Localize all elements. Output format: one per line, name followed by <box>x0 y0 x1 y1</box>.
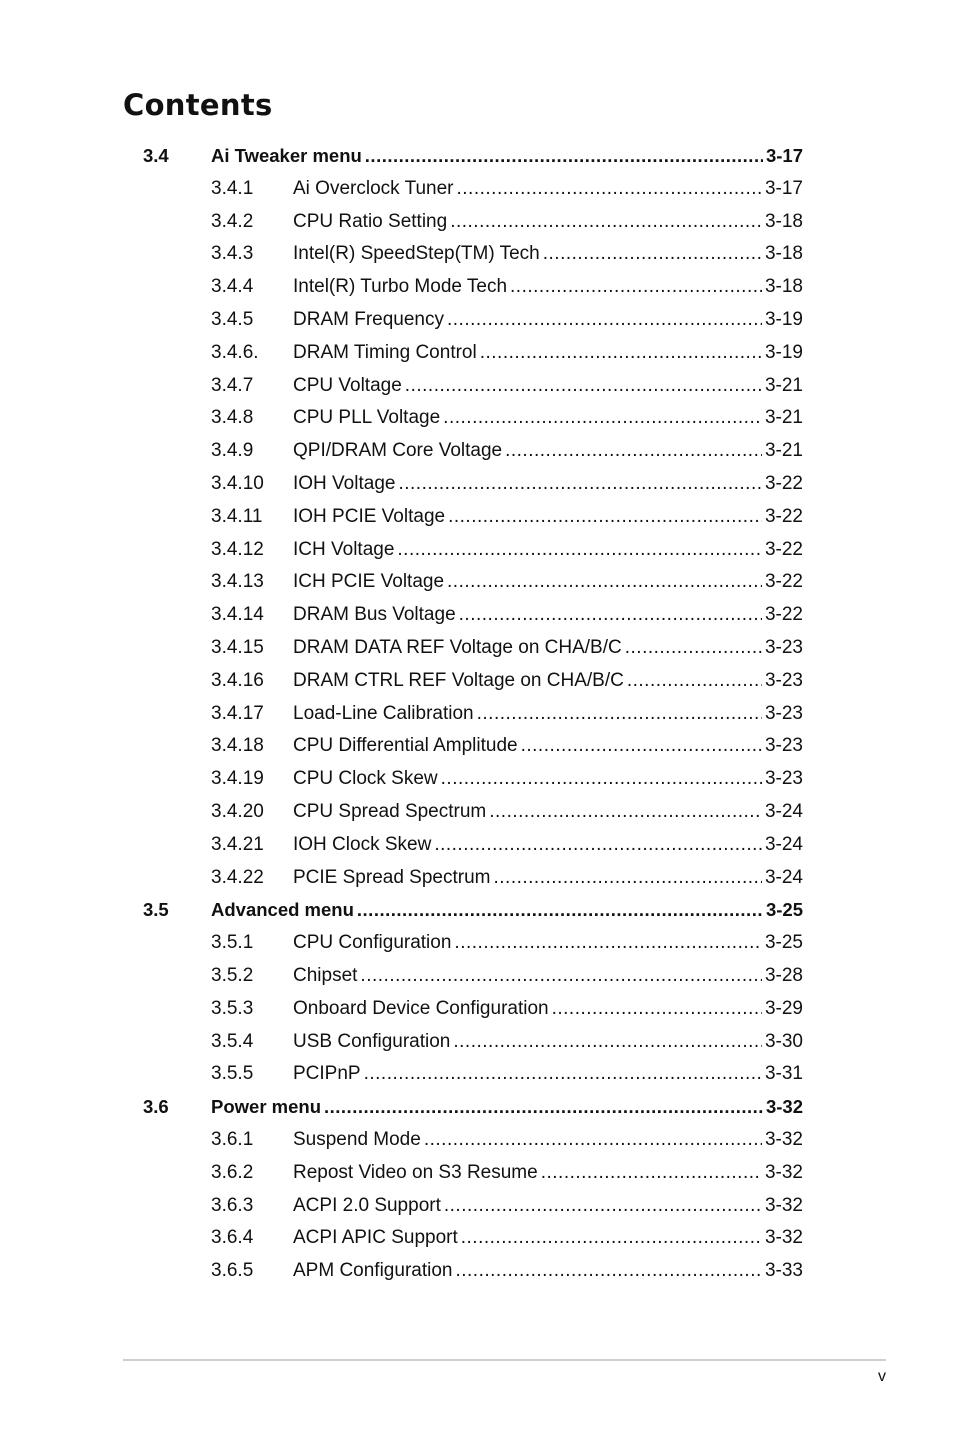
toc-entry-label: IOH Voltage <box>293 472 396 494</box>
toc-entry-page: 3-28 <box>764 964 803 986</box>
toc-entry[interactable] <box>0 632 954 665</box>
toc-entry[interactable] <box>0 862 954 895</box>
toc-entry[interactable] <box>0 1255 954 1288</box>
toc-entry-label: CPU PLL Voltage <box>293 407 441 429</box>
toc-entry-number: 3.4.3 <box>211 243 254 265</box>
toc-entry-body <box>211 1091 803 1124</box>
toc-entry-number: 3.5.3 <box>211 997 254 1019</box>
toc-entry-leader <box>424 1124 762 1157</box>
toc-entry-page: 3-32 <box>764 1227 803 1249</box>
toc-entry-leader <box>398 468 762 501</box>
toc-entry[interactable] <box>0 993 954 1026</box>
toc-entry-number: 3.6.3 <box>211 1194 254 1216</box>
toc-entry-body <box>293 468 803 501</box>
toc-entry-page: 3-30 <box>764 1030 803 1052</box>
toc-entry-leader <box>459 599 762 632</box>
toc-entry-body <box>293 1157 803 1190</box>
toc-entry-number: 3.4.2 <box>211 210 254 232</box>
toc-entry-page: 3-18 <box>764 243 803 265</box>
toc-entry[interactable] <box>0 271 954 304</box>
toc-entry-label: CPU Differential Amplitude <box>293 735 518 757</box>
toc-section-entry[interactable] <box>0 1091 954 1124</box>
toc-entry-page: 3-23 <box>764 669 803 691</box>
toc-entry-leader <box>434 829 762 862</box>
toc-entry-label: Load-Line Calibration <box>293 702 474 724</box>
toc-entry[interactable] <box>0 370 954 403</box>
toc-entry-page: 3-23 <box>764 735 803 757</box>
toc-entry-body <box>293 993 803 1026</box>
toc-entry-leader <box>477 698 762 731</box>
toc-entry-page: 3-32 <box>764 1128 803 1150</box>
toc-entry-leader <box>447 304 762 337</box>
toc-entry-page: 3-25 <box>765 899 803 921</box>
toc-entry-page: 3-18 <box>764 276 803 298</box>
toc-entry-label: Chipset <box>293 964 358 986</box>
toc-entry-leader <box>543 238 762 271</box>
toc-entry-leader <box>505 435 762 468</box>
table-of-contents <box>0 140 954 1288</box>
toc-entry-page: 3-29 <box>764 997 803 1019</box>
toc-entry-leader <box>541 1157 762 1190</box>
toc-section-entry[interactable] <box>0 140 954 173</box>
toc-entry-page: 3-19 <box>764 308 803 330</box>
toc-entry-page: 3-22 <box>764 538 803 560</box>
toc-entry-leader <box>510 271 762 304</box>
footer-rule <box>123 1359 886 1361</box>
toc-entry-leader <box>447 566 762 599</box>
toc-entry-body <box>293 304 803 337</box>
toc-entry-page: 3-32 <box>764 1161 803 1183</box>
toc-entry-label: Ai Tweaker menu <box>211 145 362 166</box>
toc-entry-label: CPU Ratio Setting <box>293 210 448 232</box>
toc-entry-page: 3-21 <box>764 374 803 396</box>
toc-entry-leader <box>443 402 762 435</box>
toc-entry-label: ACPI 2.0 Support <box>293 1194 441 1216</box>
toc-entry-leader <box>627 665 762 698</box>
toc-entry-body <box>293 1026 803 1059</box>
toc-entry-label: QPI/DRAM Core Voltage <box>293 440 503 462</box>
toc-entry-body <box>293 632 803 665</box>
toc-entry-leader <box>552 993 762 1026</box>
toc-entry-leader <box>324 1091 763 1124</box>
toc-entry-body <box>293 206 803 239</box>
toc-entry-body <box>293 1222 803 1255</box>
toc-entry-leader <box>457 173 762 206</box>
toc-entry-label: IOH Clock Skew <box>293 833 432 855</box>
toc-entry[interactable] <box>0 1222 954 1255</box>
toc-entry-label: CPU Spread Spectrum <box>293 800 487 822</box>
toc-entry-leader <box>461 1222 762 1255</box>
toc-entry-label: APM Configuration <box>293 1260 453 1282</box>
toc-entry-label: CPU Voltage <box>293 374 402 396</box>
toc-entry-number: 3.4.19 <box>211 768 264 790</box>
toc-entry-body <box>293 402 803 435</box>
toc-entry-page: 3-22 <box>764 571 803 593</box>
toc-entry-page: 3-23 <box>764 636 803 658</box>
toc-entry-label: DRAM CTRL REF Voltage on CHA/B/C <box>293 669 624 691</box>
toc-entry[interactable] <box>0 829 954 862</box>
toc-entry-label: IOH PCIE Voltage <box>293 505 446 527</box>
toc-entry-body <box>293 271 803 304</box>
toc-entry-body <box>293 730 803 763</box>
toc-entry-label: ICH PCIE Voltage <box>293 571 445 593</box>
toc-entry-body <box>293 665 803 698</box>
toc-entry-label: DRAM DATA REF Voltage on CHA/B/C <box>293 636 622 658</box>
toc-entry-page: 3-21 <box>764 440 803 462</box>
toc-entry-body <box>293 960 803 993</box>
toc-entry[interactable] <box>0 435 954 468</box>
toc-entry-label: Intel(R) Turbo Mode Tech <box>293 276 508 298</box>
toc-entry-label: DRAM Timing Control <box>293 341 477 363</box>
toc-entry-label: Intel(R) SpeedStep(TM) Tech <box>293 243 540 265</box>
toc-entry-body <box>293 173 803 206</box>
toc-entry-leader <box>453 1026 762 1059</box>
toc-entry-number: 3.4.9 <box>211 440 254 462</box>
toc-entry-page: 3-23 <box>764 768 803 790</box>
toc-entry-body <box>293 1190 803 1223</box>
toc-entry-number: 3.4.1 <box>211 177 254 199</box>
toc-entry-leader <box>450 206 762 239</box>
toc-entry[interactable] <box>0 173 954 206</box>
toc-entry-page: 3-21 <box>764 407 803 429</box>
toc-entry-page: 3-32 <box>765 1096 803 1118</box>
toc-entry-page: 3-19 <box>764 341 803 363</box>
toc-entry-number: 3.4.12 <box>211 538 264 560</box>
toc-entry-number: 3.4.8 <box>211 407 254 429</box>
toc-entry-body <box>293 370 803 403</box>
toc-entry-number: 3.4.10 <box>211 472 264 494</box>
toc-entry-number: 3.5.4 <box>211 1030 254 1052</box>
toc-entry-body <box>293 501 803 534</box>
toc-entry-label: ICH Voltage <box>293 538 395 560</box>
toc-entry-number: 3.4.7 <box>211 374 254 396</box>
toc-entry[interactable] <box>0 1058 954 1091</box>
toc-entry[interactable] <box>0 337 954 370</box>
toc-entry-number: 3.5.5 <box>211 1063 254 1085</box>
toc-entry-body <box>293 927 803 960</box>
toc-entry-body <box>293 1058 803 1091</box>
toc-entry-number: 3.6.1 <box>211 1128 254 1150</box>
toc-entry-label: Suspend Mode <box>293 1128 421 1150</box>
toc-entry[interactable] <box>0 534 954 567</box>
toc-entry-body <box>293 796 803 829</box>
toc-section-entry[interactable] <box>0 894 954 927</box>
toc-entry-page: 3-18 <box>764 210 803 232</box>
toc-entry-page: 3-22 <box>764 604 803 626</box>
toc-entry-leader <box>444 1190 762 1223</box>
toc-entry-leader <box>441 763 762 796</box>
toc-entry-body <box>293 238 803 271</box>
toc-entry-label: Power menu <box>211 1096 321 1118</box>
toc-entry[interactable] <box>0 1157 954 1190</box>
toc-entry-label: Advanced menu <box>211 899 354 921</box>
toc-entry-body <box>211 894 803 927</box>
toc-entry[interactable] <box>0 763 954 796</box>
toc-entry-number: 3.4.11 <box>211 505 263 527</box>
toc-entry-number: 3.4.13 <box>211 571 264 593</box>
toc-entry-leader <box>455 1255 762 1288</box>
toc-entry-body <box>293 1124 803 1157</box>
toc-entry-body <box>211 140 803 173</box>
toc-entry-leader <box>357 894 763 927</box>
toc-entry-leader <box>521 730 762 763</box>
toc-entry-number: 3.5 <box>143 899 169 921</box>
page-title: Contents <box>123 88 273 122</box>
toc-entry-number: 3.4.14 <box>211 604 264 626</box>
toc-entry[interactable] <box>0 402 954 435</box>
toc-entry-label: DRAM Frequency <box>293 308 444 330</box>
toc-entry-leader <box>454 927 762 960</box>
toc-entry-page: 3-31 <box>764 1063 803 1085</box>
toc-entry-label: CPU Clock Skew <box>293 768 438 790</box>
toc-entry-leader <box>480 337 762 370</box>
toc-entry-body <box>293 862 803 895</box>
toc-entry-body <box>293 534 803 567</box>
toc-entry[interactable] <box>0 730 954 763</box>
toc-entry-page: 3-22 <box>764 505 803 527</box>
toc-entry-body <box>293 599 803 632</box>
toc-entry-number: 3.4.20 <box>211 800 264 822</box>
toc-entry-number: 3.4.15 <box>211 636 264 658</box>
toc-entry-page: 3-24 <box>764 866 803 888</box>
toc-entry-label: PCIE Spread Spectrum <box>293 866 491 888</box>
toc-entry[interactable] <box>0 1124 954 1157</box>
toc-entry[interactable] <box>0 238 954 271</box>
toc-entry-page: 3-32 <box>764 1194 803 1216</box>
toc-entry-number: 3.4.17 <box>211 702 264 724</box>
toc-entry-page: 3-24 <box>764 800 803 822</box>
toc-entry-page: 3-17 <box>764 177 803 199</box>
toc-entry-body <box>293 337 803 370</box>
toc-entry-leader <box>625 632 762 665</box>
toc-entry-number: 3.6 <box>143 1096 169 1118</box>
toc-entry-leader <box>493 862 761 895</box>
toc-entry[interactable] <box>0 665 954 698</box>
toc-entry-leader <box>364 1058 762 1091</box>
toc-entry-page: 3-24 <box>764 833 803 855</box>
toc-entry-leader <box>405 370 762 403</box>
toc-entry-label: PCIPnP <box>293 1063 361 1085</box>
toc-entry-number: 3.4.18 <box>211 735 264 757</box>
toc-entry[interactable] <box>0 468 954 501</box>
toc-entry[interactable] <box>0 1026 954 1059</box>
toc-entry[interactable] <box>0 599 954 632</box>
toc-entry-label: Ai Overclock Tuner <box>293 177 454 199</box>
toc-entry-label: CPU Configuration <box>293 932 452 954</box>
toc-entry-number: 3.4.5 <box>211 308 254 330</box>
page-number: v <box>878 1368 886 1385</box>
toc-entry-page: 3-17 <box>765 145 803 166</box>
toc-entry[interactable] <box>0 501 954 534</box>
toc-entry-label: Repost Video on S3 Resume <box>293 1161 538 1183</box>
toc-entry-number: 3.6.5 <box>211 1260 254 1282</box>
toc-entry-label: USB Configuration <box>293 1030 451 1052</box>
toc-entry[interactable] <box>0 206 954 239</box>
toc-entry-page: 3-23 <box>764 702 803 724</box>
toc-entry-leader <box>365 140 763 173</box>
toc-entry-page: 3-25 <box>764 932 803 954</box>
toc-entry-body <box>293 829 803 862</box>
toc-entry-number: 3.4.16 <box>211 669 264 691</box>
toc-entry-number: 3.4.21 <box>211 833 264 855</box>
toc-entry-number: 3.5.2 <box>211 964 254 986</box>
toc-entry-number: 3.5.1 <box>211 932 254 954</box>
toc-entry-leader <box>448 501 762 534</box>
toc-entry-body <box>293 698 803 731</box>
toc-entry[interactable] <box>0 796 954 829</box>
toc-entry-number: 3.4 <box>143 145 169 166</box>
toc-entry[interactable] <box>0 960 954 993</box>
toc-entry-body <box>293 566 803 599</box>
toc-entry-label: ACPI APIC Support <box>293 1227 458 1249</box>
toc-entry-page: 3-33 <box>764 1260 803 1282</box>
toc-entry-page: 3-22 <box>764 472 803 494</box>
toc-entry-leader <box>489 796 762 829</box>
toc-entry[interactable] <box>0 1190 954 1223</box>
toc-entry[interactable] <box>0 566 954 599</box>
toc-entry-leader <box>360 960 762 993</box>
toc-entry-body <box>293 763 803 796</box>
toc-entry-number: 3.4.22 <box>211 866 264 888</box>
toc-entry-number: 3.6.2 <box>211 1161 254 1183</box>
toc-entry-label: DRAM Bus Voltage <box>293 604 456 626</box>
toc-entry-number: 3.4.4 <box>211 276 254 298</box>
toc-entry[interactable] <box>0 304 954 337</box>
toc-entry-number: 3.6.4 <box>211 1227 254 1249</box>
toc-entry-leader <box>397 534 762 567</box>
toc-entry-body <box>293 1255 803 1288</box>
toc-entry[interactable] <box>0 698 954 731</box>
toc-entry[interactable] <box>0 927 954 960</box>
toc-entry-body <box>293 435 803 468</box>
toc-entry-number: 3.4.6. <box>211 341 259 363</box>
toc-entry-label: Onboard Device Configuration <box>293 997 549 1019</box>
